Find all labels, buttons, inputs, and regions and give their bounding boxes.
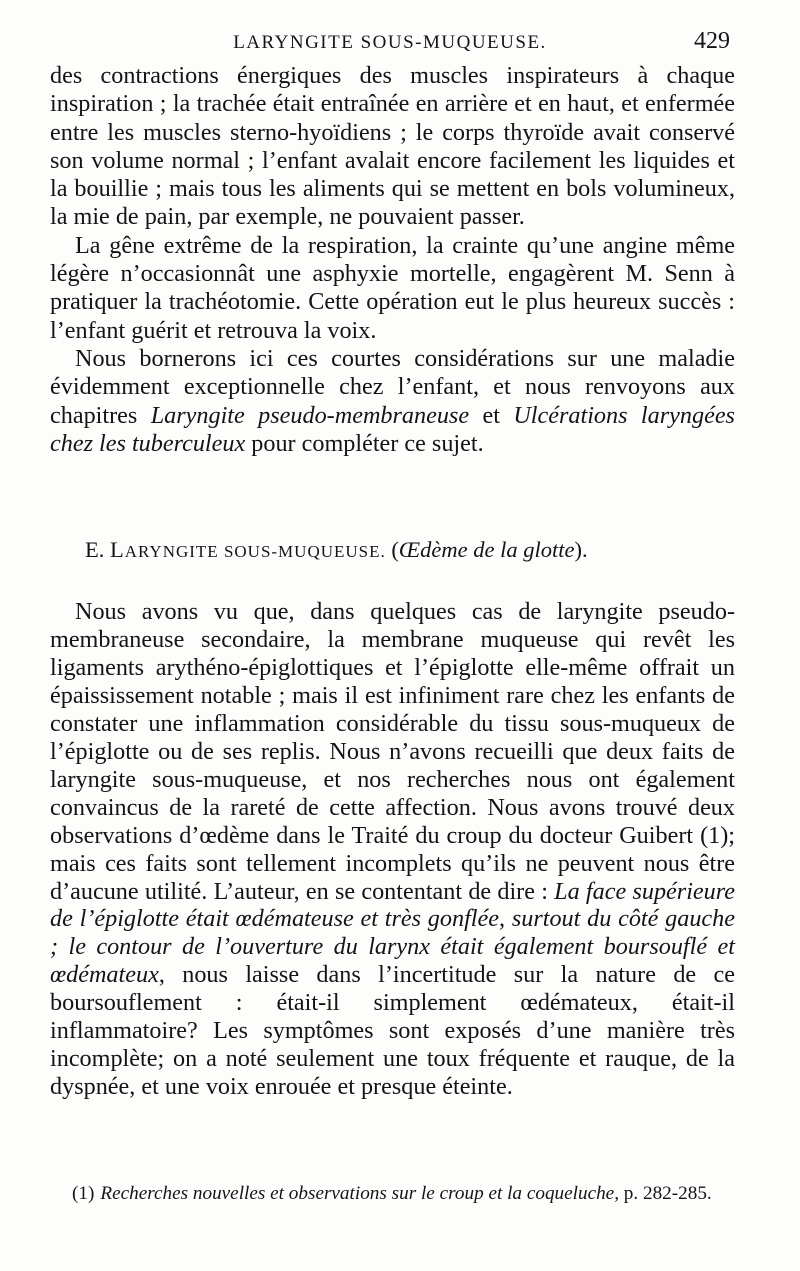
section-letter: E. (85, 537, 105, 562)
paragraph-main (50, 598, 735, 1101)
footnote-marker: (1) (72, 1183, 95, 1204)
footnote-title: Recherches nouvelles et observations sur le croup et la coqueluche, (100, 1183, 619, 1204)
chapter-ref-pseudo-membraneuse: Laryngite pseudo-membraneuse (150, 401, 470, 429)
main-text-end: , nous laisse dans l’incertitude sur la nature de ce boursouflement : était-il simplement œdémateux, était-il inflammatoire? Les symptômes sont exposés d’une manière très incomplète; on a noté seulement une toux fréquente et rauque, de la dyspnée, et une voix enrouée et presque éteinte. (50, 961, 735, 1101)
main-text (50, 598, 735, 1101)
footnote-pages: p. 282-285. (619, 1183, 712, 1204)
page-number: 429 (694, 28, 730, 54)
main-text-start: Nous avons vu que, dans quelques cas de laryngite pseudo-membraneuse secondaire, la membrane muqueuse qui revêt les ligaments arythéno-épiglottiques et l’épiglotte elle-même offrait un épaississement notable ; mais il est infiniment rare chez les enfants de constater une inflammation considérable du tissu sous-muqueux de l’épiglotte ou de ses replis. Nous n’avons recueilli que deux faits de laryngite sous-muqueuse, et nos recherches nous ont également convaincus de la rareté de cette affection. Nous avons trouvé deux observations d’œdème dans le Traité du croup du docteur Guibert (1); mais ces faits sont tellement incomplets qu’ils ne peuvent nous être d’aucune utilité. L’auteur, en se contentant de dire : (50, 598, 735, 905)
conclusion-text-end: pour compléter ce sujet. (245, 429, 484, 457)
continuation-text (50, 62, 735, 458)
paragraph-tracheotomy: La gêne extrême de la respiration, la crainte qu’une angine même légère n’occasionnât une asphyxie mortelle, engagèrent M. Senn à pratiquer la trachéotomie. Cette opération eut le plus heureux succès : l’enfant guérit et retrouva la voix. (50, 231, 735, 344)
page-header (50, 26, 730, 60)
running-title: LARYNGITE SOUS-MUQUEUSE. (233, 32, 547, 53)
section-subtitle: Œdème de la glotte (398, 537, 575, 562)
guibert-quote: La face supérieure de l’épiglotte était œdémateuse et très gonflée, surtout du côté gauche ; le contour de l’ouverture du larynx était également boursouflé et œdémateux (50, 877, 735, 989)
section-title: LARYNGITE SOUS-MUQUEUSE. (110, 537, 386, 562)
conclusion-text-start: Nous bornerons ici ces courtes considérations sur une maladie évidemment exceptionnelle chez l’enfant, et nous renvoyons aux chapitres (50, 344, 735, 429)
paragraph-conclusion (50, 345, 735, 458)
conclusion-text-and: et (469, 401, 514, 429)
chapter-ref-ulcerations: Ulcérations laryngées chez les tuberculeux (50, 401, 735, 457)
footnote (50, 1180, 740, 1207)
paragraph-continued: des contractions énergiques des muscles inspirateurs à chaque inspiration ; la trachée était entraînée en arrière et en haut, et enfermée entre les muscles sterno-hyoïdiens ; le corps thyroïde avait conservé son volume normal ; l’enfant avalait encore facilement les liquides et la bouillie ; mais tous les aliments qui se mettent en bols volumineux, la mie de pain, par exemple, ne pouvaient passer. (50, 62, 735, 231)
section-heading: E. LARYNGITE SOUS-MUQUEUSE. (Œdème de la glotte). (85, 537, 588, 562)
